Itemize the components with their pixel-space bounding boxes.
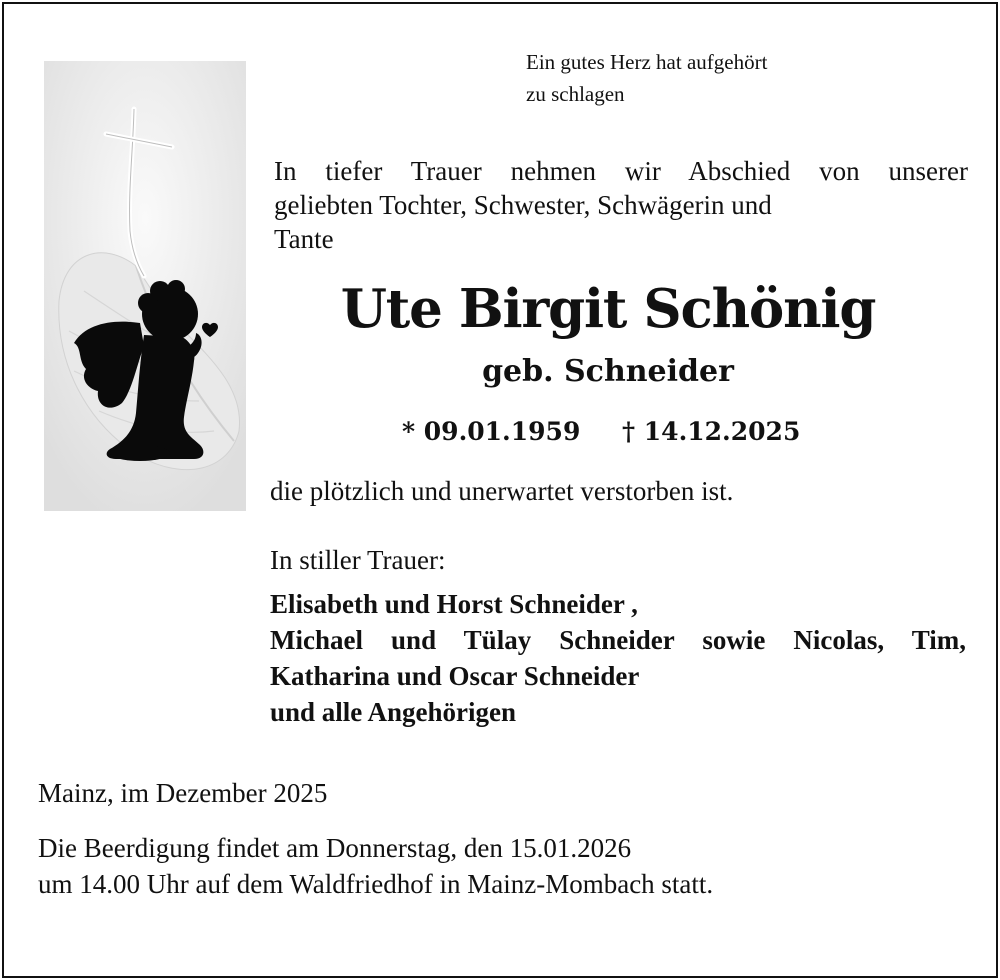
mourning-announcement	[274, 154, 968, 256]
memorial-image	[44, 61, 246, 511]
motto-line: zu schlagen	[526, 82, 625, 106]
maiden-name: geb. Schneider	[482, 354, 734, 389]
motto	[526, 46, 886, 110]
passing-text: die plötzlich und unerwartet verstorben ist.	[270, 476, 734, 506]
mourner-line: und alle Angehörigen	[270, 697, 517, 727]
death-date: † 14.12.2025	[622, 417, 801, 446]
place-and-date: Mainz, im Dezember 2025	[38, 778, 328, 808]
mourner-line: Michael und Tülay Schneider sowie Nicolas, Tim,	[270, 625, 966, 655]
funeral-line: Die Beerdigung findet am Donnerstag, den 15.01.2026	[38, 833, 632, 863]
mourners-heading: In stiller Trauer:	[270, 545, 446, 575]
mourner-line: Elisabeth und Horst Schneider ,	[270, 589, 638, 619]
motto-line: Ein gutes Herz hat aufgehört	[526, 50, 768, 74]
mourners-list	[270, 586, 966, 730]
mourner-line: Katharina und Oscar Schneider	[270, 661, 640, 691]
announcement-line: geliebten Tochter, Schwester, Schwägerin und	[274, 190, 772, 220]
funeral-notice	[38, 830, 938, 902]
announcement-line: Tante	[274, 224, 334, 254]
deceased-name: Ute Birgit Schönig	[340, 278, 876, 340]
announcement-line: In tiefer Trauer nehmen wir Abschied von unserer	[274, 156, 968, 186]
funeral-line: um 14.00 Uhr auf dem Waldfriedhof in Mainz-Mombach statt.	[38, 869, 714, 899]
birth-date: * 09.01.1959	[402, 417, 581, 446]
